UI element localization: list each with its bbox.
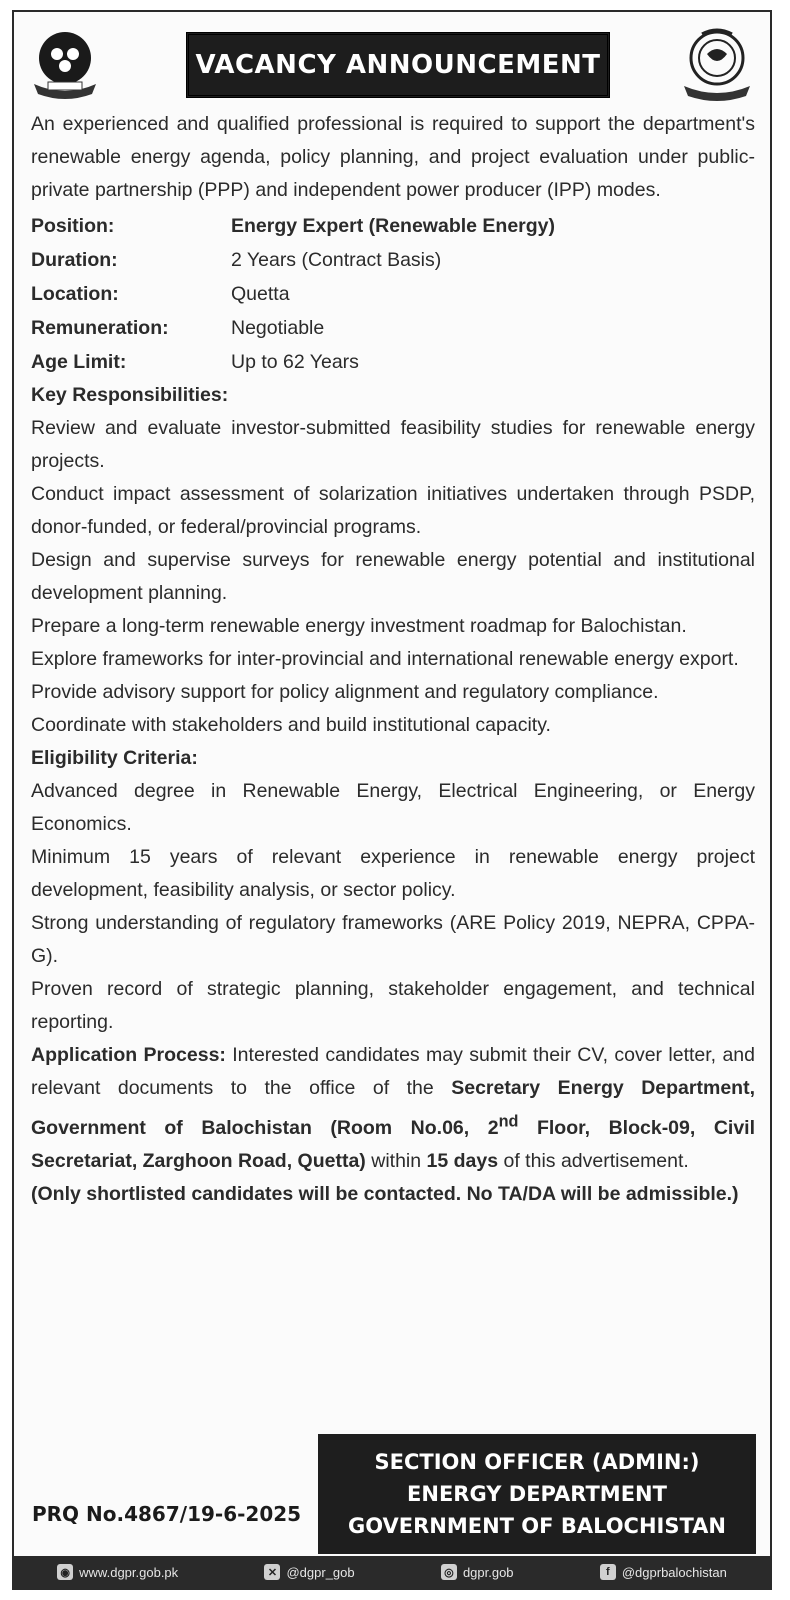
field-label: Age Limit: xyxy=(31,350,127,373)
field-value: Quetta xyxy=(231,282,290,305)
responsibility-item: Review and evaluate investor-submitted feasibility studies for renewable energy projects. xyxy=(31,417,755,472)
footer-text: @dgprbalochistan xyxy=(621,1564,727,1580)
eligibility-item: Advanced degree in Renewable Energy, Electrical Engineering, or Energy Economics. xyxy=(31,780,755,835)
eligibility-heading: Eligibility Criteria: xyxy=(31,747,198,769)
intro-paragraph: An experienced and qualified professional is required to support the department's renewable energy agenda, policy planning, and project evaluation under public-private partnership (PPP) and independent power producer (IPP) modes. xyxy=(31,113,755,201)
field-age-limit xyxy=(31,345,755,379)
application-process xyxy=(31,1039,755,1178)
job-details xyxy=(31,209,755,379)
field-value: Up to 62 Years xyxy=(231,350,359,373)
facebook-icon: f xyxy=(600,1564,616,1580)
responsibilities-heading: Key Responsibilities: xyxy=(31,384,229,406)
floor-suffix: nd xyxy=(498,1112,519,1130)
eligibility-item: Minimum 15 years of relevant experience in renewable energy project development, feasibility analysis, or sector policy. xyxy=(31,846,755,901)
responsibility-item: Design and supervise surveys for renewable energy potential and institutional development planning. xyxy=(31,549,755,604)
advertisement-sheet xyxy=(12,10,772,1590)
footer-instagram[interactable] xyxy=(441,1564,514,1580)
field-label: Location: xyxy=(31,282,119,305)
application-text: Interested candidates may submit their CV, cover letter, and relevant documents to the office of the xyxy=(31,1044,755,1099)
eligibility-item: Strong understanding of regulatory frameworks (ARE Policy 2019, NEPRA, CPPA-G). xyxy=(31,912,755,967)
responsibility-item: Conduct impact assessment of solarization initiatives undertaken through PSDP, donor-funded, or federal/provincial programs. xyxy=(31,483,755,538)
field-value: Negotiable xyxy=(231,316,325,339)
responsibility-item: Prepare a long-term renewable energy investment roadmap for Balochistan. xyxy=(31,615,687,637)
responsibility-item: Provide advisory support for policy alignment and regulatory compliance. xyxy=(31,681,659,703)
instagram-icon: ◎ xyxy=(441,1564,457,1580)
footer-text: dgpr.gob xyxy=(462,1564,514,1580)
signature-line: SECTION OFFICER (ADMIN:) xyxy=(374,1450,700,1474)
announcement-title: VACANCY ANNOUNCEMENT xyxy=(186,32,610,98)
application-text: within xyxy=(365,1149,427,1172)
signature-line: GOVERNMENT OF BALOCHISTAN xyxy=(347,1514,727,1538)
provincial-emblem-icon xyxy=(26,24,104,102)
office-address-cont: Floor, Block-09, Civil Secretariat, Zarghoon Road, Quetta) xyxy=(31,1116,756,1172)
footer-text: @dgpr_gob xyxy=(286,1564,355,1580)
eligibility-item: Proven record of strategic planning, stakeholder engagement, and technical reporting. xyxy=(31,978,755,1033)
footer-bar xyxy=(14,1556,770,1588)
field-label: Remuneration: xyxy=(31,316,169,339)
responsibility-item: Coordinate with stakeholders and build institutional capacity. xyxy=(31,714,551,736)
field-location xyxy=(31,277,755,311)
prq-number: PRQ No.4867/19-6-2025 xyxy=(32,1502,302,1526)
footer-facebook[interactable] xyxy=(600,1564,727,1580)
globe-icon: ◉ xyxy=(57,1564,73,1580)
signature-block xyxy=(318,1434,756,1554)
footer-text: www.dgpr.gob.pk xyxy=(79,1564,179,1580)
field-value: Energy Expert (Renewable Energy) xyxy=(231,214,556,237)
footer-twitter[interactable] xyxy=(264,1564,354,1580)
signature-line: ENERGY DEPARTMENT xyxy=(407,1482,667,1506)
application-heading: Application Process: xyxy=(31,1044,226,1066)
footer-website[interactable] xyxy=(57,1564,178,1580)
office-address: Secretary Energy Department, Government of Balochistan (Room No.06, 2 xyxy=(31,1077,755,1139)
field-value: 2 Years (Contract Basis) xyxy=(231,248,442,271)
shortlist-note: (Only shortlisted candidates will be contacted. No TA/DA will be admissible.) xyxy=(31,1182,739,1205)
application-text: of this advertisement. xyxy=(498,1149,689,1172)
field-label: Position: xyxy=(31,214,115,237)
twitter-icon: ✕ xyxy=(264,1564,280,1580)
field-label: Duration: xyxy=(31,248,118,271)
field-position xyxy=(31,209,755,243)
department-emblem-icon xyxy=(678,24,756,102)
application-deadline: 15 days xyxy=(426,1149,499,1172)
announcement-body xyxy=(31,108,755,1211)
field-duration xyxy=(31,243,755,277)
field-remuneration xyxy=(31,311,755,345)
responsibility-item: Explore frameworks for inter-provincial and international renewable energy export. xyxy=(31,648,739,670)
